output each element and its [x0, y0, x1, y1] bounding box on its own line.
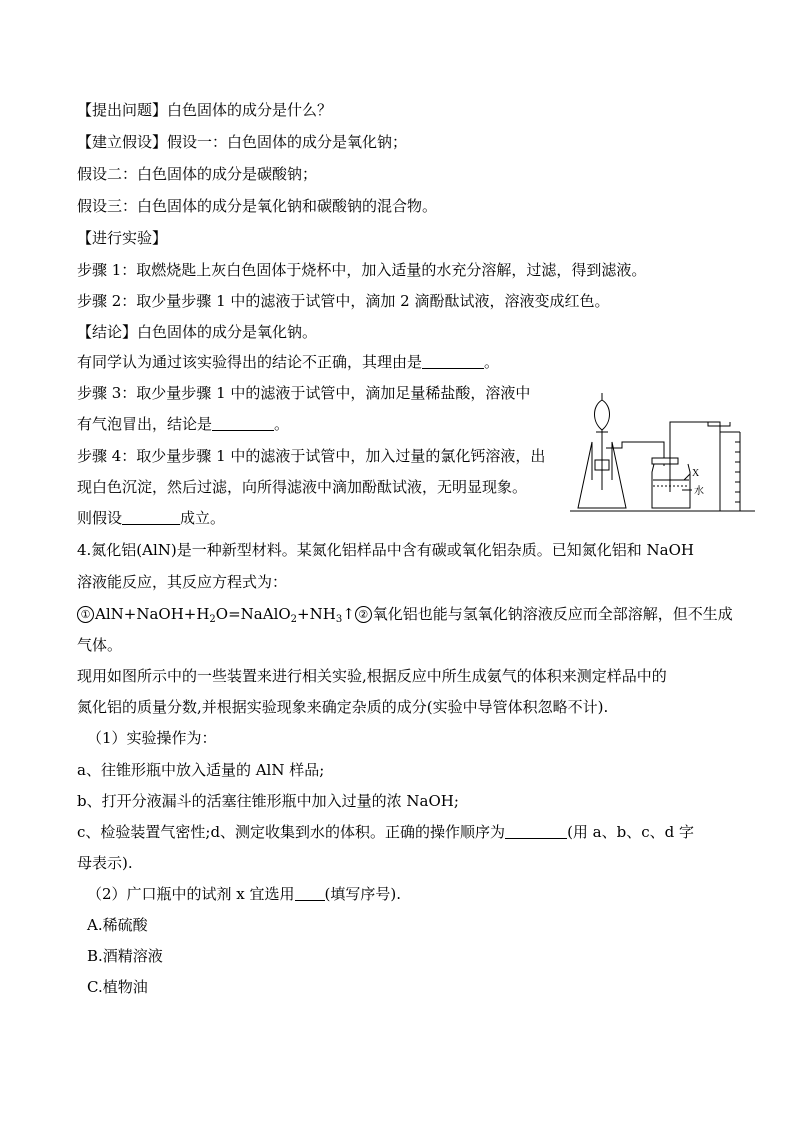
conclusion: 【结论】白色固体的成分是氧化钠。	[77, 323, 318, 341]
label-x: X	[692, 468, 700, 479]
sub-question-2-end: (填写序号).	[324, 885, 402, 903]
sub-question-2	[87, 884, 401, 904]
hypothesis-2: 假设二：白色固体的成分是碳酸钠；	[77, 165, 318, 183]
operation-cd	[77, 822, 694, 842]
subscript: 2	[290, 614, 298, 625]
option-a: A.稀硫酸	[87, 916, 148, 934]
label-x-pointer	[684, 474, 690, 480]
step-2: 步骤 2：取少量步骤 1 中的滤液于试管中，滴加 2 滴酚酞试液，溶液变成红色。	[77, 292, 610, 310]
step-4-cont: 现白色沉淀，然后过滤，向所得滤液中滴加酚酞试液，无明显现象。	[77, 478, 528, 496]
option-c: C.植物油	[87, 978, 148, 996]
reason-text: 有同学认为通过该实验得出的结论不正确，其理由是	[77, 353, 423, 371]
operation-cd-end: (用 a、b、c、d 字	[567, 823, 694, 841]
answer-blank[interactable]	[505, 824, 567, 839]
delivery-tube-2	[670, 422, 720, 492]
label-water: 水	[694, 486, 704, 497]
step-1: 步骤 1：取燃烧匙上灰白色固体于烧杯中，加入适量的水充分溶解，过滤，得到滤液。	[77, 261, 647, 279]
circled-number: ②	[355, 606, 372, 623]
question-heading: 【提出问题】白色固体的成分是什么？	[77, 101, 333, 119]
sub-question-2-text: （2）广口瓶中的试剂 x 宜选用	[87, 885, 295, 903]
method-desc-cont: 氮化铝的质量分数,并根据实验现象来确定杂质的成分(实验中导管体积忽略不计).	[77, 698, 609, 716]
tube-joint	[708, 422, 730, 426]
answer-blank[interactable]	[422, 354, 484, 369]
step-3-text: 有气泡冒出，结论是	[77, 415, 213, 433]
subscript: 2	[209, 614, 216, 625]
bottle-stopper	[652, 458, 678, 464]
q4-intro-cont: 溶液能反应，其反应方程式为：	[77, 573, 288, 591]
hypothesis-result-end: 成立。	[180, 509, 226, 527]
equation-part: +NH	[297, 605, 336, 623]
sub-question-1: （1）实验操作为：	[87, 729, 217, 747]
operation-cd-text: c、检验装置气密性;d、测定收集到水的体积。正确的操作顺序为	[77, 823, 506, 841]
circled-number: ①	[77, 606, 94, 623]
hypothesis-1: 【建立假设】假设一：白色固体的成分是氧化钠；	[77, 133, 408, 151]
reaction-equation	[77, 604, 733, 624]
step-4: 步骤 4：取少量步骤 1 中的滤液于试管中，加入过量的氯化钙溶液，出	[77, 447, 546, 465]
subscript: 3	[335, 614, 343, 625]
reason-end: 。	[484, 353, 500, 371]
step-3: 步骤 3：取少量步骤 1 中的滤液于试管中，滴加足量稀盐酸，溶液中	[77, 384, 531, 402]
experiment-heading: 【进行实验】	[77, 229, 168, 247]
operation-cd-cont: 母表示).	[77, 854, 133, 872]
hypothesis-3: 假设三：白色固体的成分是氧化钠和碳酸钠的混合物。	[77, 197, 438, 215]
operation-a: a、往锥形瓶中放入适量的 AlN 样品;	[77, 761, 325, 779]
q4-intro: 4.氮化铝(AlN)是一种新型材料。某氮化铝样品中含有碳或氧化铝杂质。已知氮化铝和 NaOH	[77, 541, 694, 559]
step-3-end: 。	[274, 415, 290, 433]
hypothesis-result-text: 则假设	[77, 509, 123, 527]
answer-blank[interactable]	[295, 886, 325, 901]
gas-arrow: ↑	[342, 605, 355, 623]
option-b: B.酒精溶液	[87, 947, 163, 965]
step-3-conclusion	[77, 414, 289, 434]
equation-part: AlN+NaOH+H	[95, 605, 210, 623]
equation-part: O=NaAlO	[215, 605, 291, 623]
reason-question	[77, 352, 499, 372]
equation-note: 氧化铝也能与氢氧化钠溶液反应而全部溶解，但不生成	[372, 605, 733, 623]
answer-blank[interactable]	[212, 416, 274, 431]
equation-note-cont: 气体。	[77, 636, 123, 654]
separatory-funnel	[595, 400, 610, 430]
answer-blank[interactable]	[122, 510, 180, 525]
operation-b: b、打开分液漏斗的活塞往锥形瓶中加入过量的浓 NaOH;	[77, 792, 459, 810]
experiment-apparatus-diagram	[570, 392, 755, 514]
method-desc: 现用如图所示中的一些装置来进行相关实验,根据反应中所生成氨气的体积来测定样品中的	[77, 667, 667, 685]
hypothesis-result	[77, 508, 225, 528]
